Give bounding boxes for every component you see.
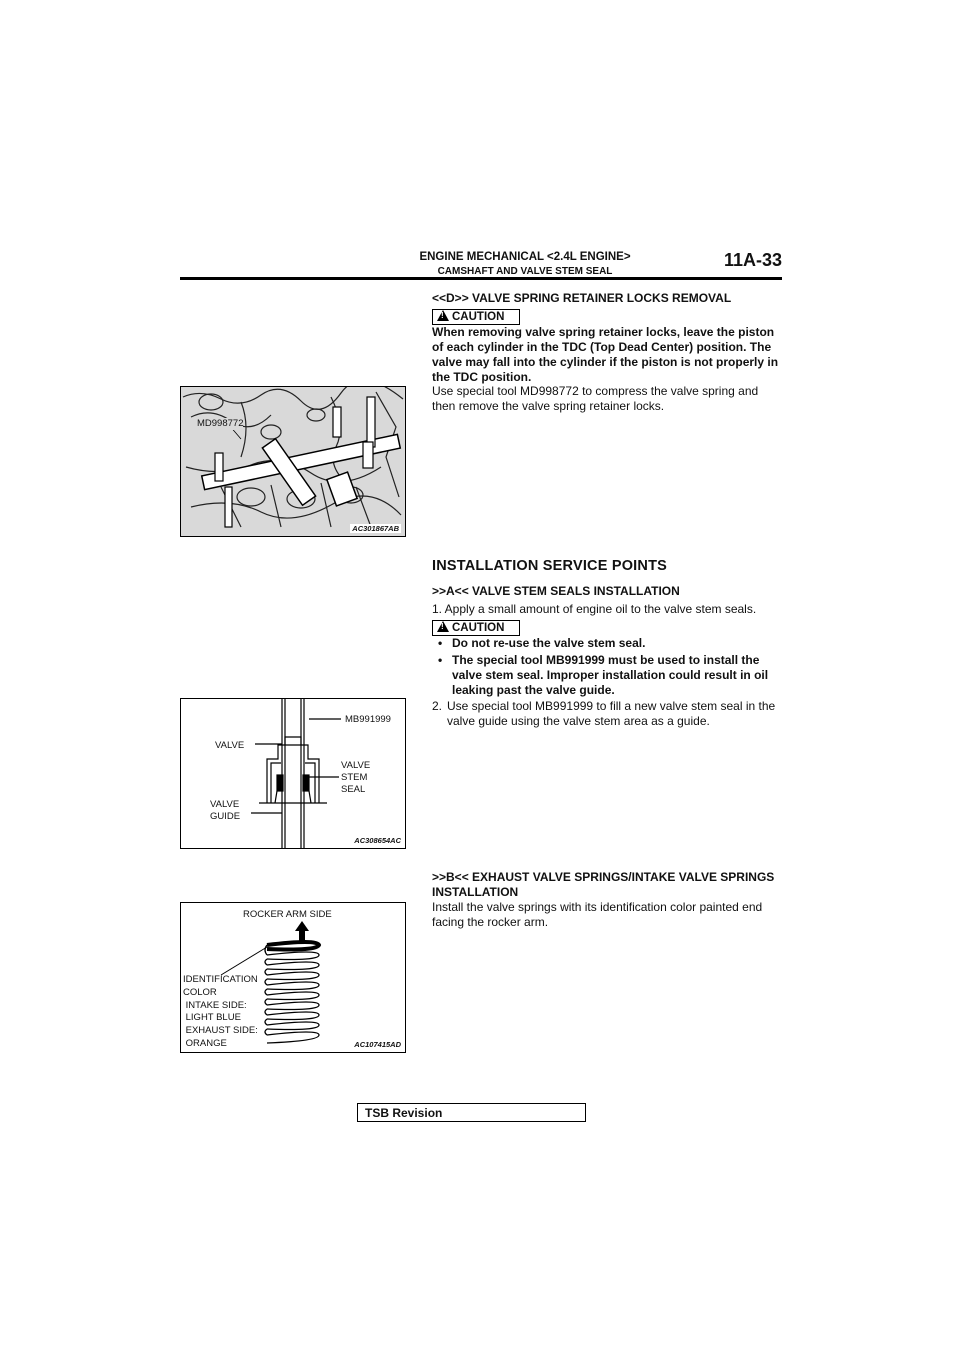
caution-bullet — [438, 653, 784, 698]
step-2-number: 2. — [432, 699, 443, 713]
bullet-dot-icon: • — [438, 636, 443, 650]
figure-valve-stem-seal-tool — [180, 698, 406, 849]
bullet-text: The special tool MB991999 must be used to install the valve stem seal. Improper installation could result in oil leaking past the valve guide. — [452, 653, 769, 697]
warning-triangle-icon — [437, 621, 449, 632]
bullet-dot-icon: • — [438, 653, 443, 667]
bullet-text: Do not re-use the valve stem seal. — [452, 636, 646, 650]
figure2-id: AC308654AC — [354, 836, 401, 845]
figure3-ident-label: IDENTIFICATION COLOR INTAKE SIDE: LIGHT BLUE EXHAUST SIDE: ORANGE — [183, 974, 258, 1049]
figure1-tool-label: MD998772 — [197, 418, 244, 429]
arrow-up-icon — [295, 921, 309, 943]
figure2-tool-label: MB991999 — [345, 714, 391, 725]
figure1-id: AC301867AB — [352, 524, 399, 533]
figure3-top-label: ROCKER ARM SIDE — [243, 909, 332, 920]
caution-box-d — [432, 309, 520, 325]
section-d-heading: <<D>> VALVE SPRING RETAINER LOCKS REMOVAL — [432, 291, 732, 305]
manual-subsection-title: CAMSHAFT AND VALVE STEM SEAL — [437, 266, 613, 277]
figure2-valve-label: VALVE — [215, 740, 245, 751]
caution-text-d: When removing valve spring retainer locks, leave the piston of each cylinder in the TDC (Top Dead Center) position. The valve may fall into the cylinder if the piston is not properly in the TDC position. — [432, 325, 779, 384]
engine-photo-illustration — [181, 387, 405, 536]
figure2-guide-label: VALVE GUIDE — [210, 799, 241, 822]
figure2-seal-label: VALVE STEM SEAL — [341, 760, 371, 795]
section-a-heading: >>A<< VALVE STEM SEALS INSTALLATION — [432, 584, 680, 598]
caution-label: CAUTION — [452, 311, 505, 323]
figure-valve-spring — [180, 902, 406, 1053]
step-1-text: 1. Apply a small amount of engine oil to the valve stem seals. — [432, 602, 757, 616]
warning-triangle-icon — [437, 310, 449, 321]
figure-valve-spring-compressor — [180, 386, 406, 537]
section-d-body: Use special tool MD998772 to compress the valve spring and then remove the valve spring retainer locks. — [432, 384, 759, 413]
page-number: 11A-33 — [723, 250, 782, 270]
section-b-body: Install the valve springs with its identification color painted end facing the rocker arm. — [432, 900, 763, 929]
step-2-text: Use special tool MB991999 to fill a new valve stem seal in the valve guide using the valve stem area as a guide. — [447, 699, 776, 728]
manual-section-title: ENGINE MECHANICAL <2.4L ENGINE> — [419, 251, 631, 263]
caution-box-a — [432, 620, 520, 636]
caution-label: CAUTION — [452, 622, 505, 634]
header-rule — [180, 277, 782, 280]
caution-bullet — [438, 636, 784, 651]
figure3-id: AC107415AD — [354, 1040, 401, 1049]
installation-title: INSTALLATION SERVICE POINTS — [432, 558, 667, 574]
tsb-revision-box: TSB Revision — [357, 1103, 586, 1122]
section-b-heading: >>B<< EXHAUST VALVE SPRINGS/INTAKE VALVE SPRINGS INSTALLATION — [432, 870, 775, 899]
